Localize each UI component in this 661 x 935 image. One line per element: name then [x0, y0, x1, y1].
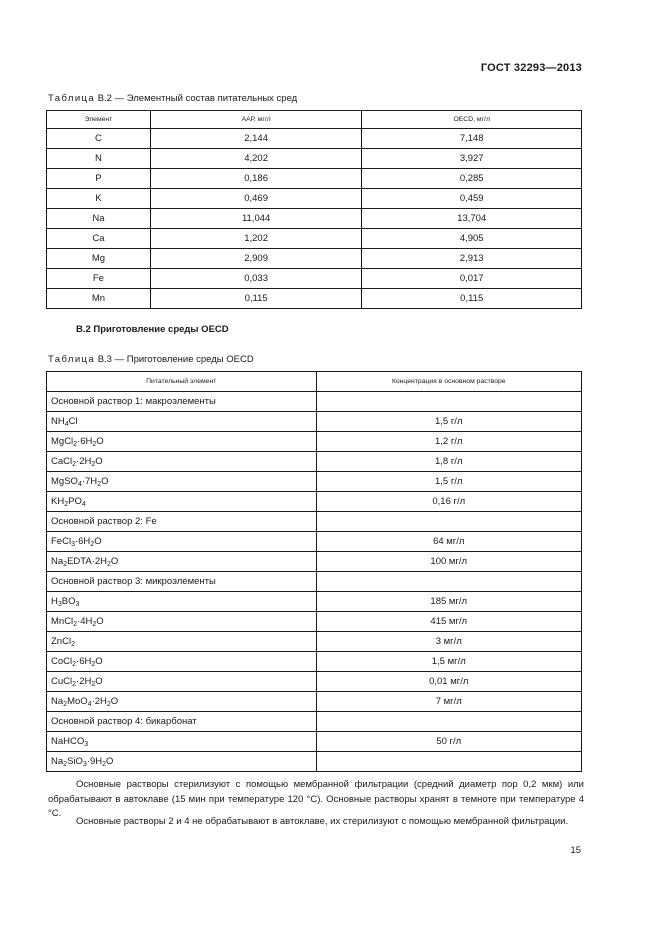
element-cell: Fe: [47, 269, 151, 289]
nutrient-name-cell: $Na_2EDTA\cdot 2H_2O$: [47, 552, 317, 572]
note-paragraph-2: Основные растворы 2 и 4 не обрабатывают в автоклаве, их стерилизуют с помощью мембранной фильтрации.: [76, 816, 569, 827]
concentration-cell: 100 мг/л: [316, 552, 581, 572]
table-row: [47, 249, 582, 269]
table-row: [47, 472, 582, 492]
concentration-cell: 1,5 мг/л: [316, 652, 581, 672]
table-b2-caption-text: В.2 — Элементный состав питательных сред: [95, 93, 298, 104]
concentration-cell: 415 мг/л: [316, 612, 581, 632]
table-b2-header-row: [47, 111, 582, 129]
table-b3-header-row: [47, 372, 582, 392]
oecd-value-cell: 0,459: [362, 189, 582, 209]
aap-value-cell: 11,044: [150, 209, 362, 229]
concentration-cell: [316, 392, 581, 412]
nutrient-name-cell: Основной раствор 3: микроэлементы: [47, 572, 317, 592]
oecd-value-cell: 4,905: [362, 229, 582, 249]
element-cell: Mn: [47, 289, 151, 309]
oecd-value-cell: 2,913: [362, 249, 582, 269]
table-row: [47, 149, 582, 169]
element-cell: N: [47, 149, 151, 169]
concentration-cell: 3 мг/л: [316, 632, 581, 652]
aap-value-cell: 0,033: [150, 269, 362, 289]
section-title: В.2 Приготовление среды OECD: [76, 324, 229, 335]
table-row: [47, 412, 582, 432]
element-cell: K: [47, 189, 151, 209]
concentration-cell: [316, 512, 581, 532]
element-cell: Na: [47, 209, 151, 229]
concentration-cell: 50 г/л: [316, 732, 581, 752]
nutrient-name-cell: $CuCl_2\cdot 2H_2O$: [47, 672, 317, 692]
table-b3: [46, 371, 582, 772]
oecd-value-cell: 0,285: [362, 169, 582, 189]
table-row: [47, 289, 582, 309]
table-row: [47, 552, 582, 572]
element-cell: P: [47, 169, 151, 189]
table-b2: [46, 110, 582, 309]
table-b2-body: [47, 129, 582, 309]
concentration-cell: 7 мг/л: [316, 692, 581, 712]
table-row: [47, 672, 582, 692]
oecd-value-cell: 7,148: [362, 129, 582, 149]
table-row: [47, 169, 582, 189]
table-row: [47, 632, 582, 652]
concentration-cell: [316, 712, 581, 732]
standard-designation: ГОСТ 32293—2013: [480, 62, 582, 74]
nutrient-name-cell: $Na_2SiO_3\cdot 9H_2O$: [47, 752, 317, 772]
aap-value-cell: 0,115: [150, 289, 362, 309]
oecd-value-cell: 0,115: [362, 289, 582, 309]
table-row: [47, 129, 582, 149]
table-row: [47, 752, 582, 772]
table-b3-header-element: Питательный элемент: [47, 372, 317, 392]
table-row: [47, 712, 582, 732]
nutrient-name-cell: NaHCO$_3$: [47, 732, 317, 752]
nutrient-name-cell: Основной раствор 1: макроэлементы: [47, 392, 317, 412]
table-b3-caption-text: В.3 — Приготовление среды OECD: [95, 354, 254, 365]
table-row: [47, 532, 582, 552]
note-paragraph-1: Основные растворы стерилизуют с помощью мембранной фильтрации (средний диаметр пор 0,2 мкм) или обрабатывают в автоклаве (15 мин при температуре 120 °С). Основные растворы хранят в темноте при температуре 4 °С.: [48, 779, 584, 819]
table-b2-caption: [48, 93, 297, 104]
table-row: [47, 269, 582, 289]
table-row: [47, 229, 582, 249]
aap-value-cell: 1,202: [150, 229, 362, 249]
nutrient-name-cell: $MgCl_2\cdot 6H_2O$: [47, 432, 317, 452]
nutrient-name-cell: $FeCl_3\cdot 6H_2O$: [47, 532, 317, 552]
table-b3-header-concentration: Концентрация в основном растворе: [316, 372, 581, 392]
concentration-cell: 0,01 мг/л: [316, 672, 581, 692]
nutrient-name-cell: Основной раствор 4: бикарбонат: [47, 712, 317, 732]
nutrient-name-cell: Основной раствор 2: Fe: [47, 512, 317, 532]
table-row: [47, 512, 582, 532]
table-b3-caption-lead: Таблица: [48, 354, 96, 365]
nutrient-name-cell: $MnCl_2\cdot 4H_2O$: [47, 612, 317, 632]
table-row: [47, 189, 582, 209]
page-number: 15: [570, 845, 581, 856]
oecd-value-cell: 13,704: [362, 209, 582, 229]
table-b2-header-oecd: OECD, мг/л: [362, 111, 582, 129]
concentration-cell: 185 мг/л: [316, 592, 581, 612]
table-row: [47, 209, 582, 229]
table-row: [47, 432, 582, 452]
concentration-cell: 1,5 г/л: [316, 412, 581, 432]
concentration-cell: 64 мг/л: [316, 532, 581, 552]
table-row: [47, 592, 582, 612]
aap-value-cell: 0,469: [150, 189, 362, 209]
concentration-cell: [316, 572, 581, 592]
oecd-value-cell: 3,927: [362, 149, 582, 169]
nutrient-name-cell: $H_3BO_3$: [47, 592, 317, 612]
table-row: [47, 612, 582, 632]
element-cell: Mg: [47, 249, 151, 269]
concentration-cell: [316, 752, 581, 772]
nutrient-name-cell: $NH_4Cl$: [47, 412, 317, 432]
table-row: [47, 572, 582, 592]
element-cell: Ca: [47, 229, 151, 249]
nutrient-name-cell: $KH_2PO_4$: [47, 492, 317, 512]
table-row: [47, 492, 582, 512]
table-row: [47, 652, 582, 672]
table-b2-caption-lead: Таблица: [48, 93, 96, 104]
nutrient-name-cell: $MgSO_4\cdot 7H_2O$: [47, 472, 317, 492]
aap-value-cell: 0,186: [150, 169, 362, 189]
aap-value-cell: 2,144: [150, 129, 362, 149]
concentration-cell: 0,16 г/л: [316, 492, 581, 512]
aap-value-cell: 2,909: [150, 249, 362, 269]
table-b3-caption: [48, 354, 254, 365]
table-b2-header-aap: ААР, мг/л: [150, 111, 362, 129]
nutrient-name-cell: $CoCl_2\cdot 6H_2O$: [47, 652, 317, 672]
concentration-cell: 1,2 г/л: [316, 432, 581, 452]
aap-value-cell: 4,202: [150, 149, 362, 169]
nutrient-name-cell: $Na_2MoO_4\cdot 2H_2O$: [47, 692, 317, 712]
concentration-cell: 1,5 г/л: [316, 472, 581, 492]
nutrient-name-cell: ZnCl$_2$: [47, 632, 317, 652]
element-cell: C: [47, 129, 151, 149]
concentration-cell: 1,8 г/л: [316, 452, 581, 472]
table-b3-body: [47, 392, 582, 772]
table-row: [47, 392, 582, 412]
table-row: [47, 732, 582, 752]
nutrient-name-cell: $CaCl_2\cdot 2H_2O$: [47, 452, 317, 472]
oecd-value-cell: 0,017: [362, 269, 582, 289]
table-row: [47, 452, 582, 472]
table-row: [47, 692, 582, 712]
table-b2-header-element: Элемент: [47, 111, 151, 129]
